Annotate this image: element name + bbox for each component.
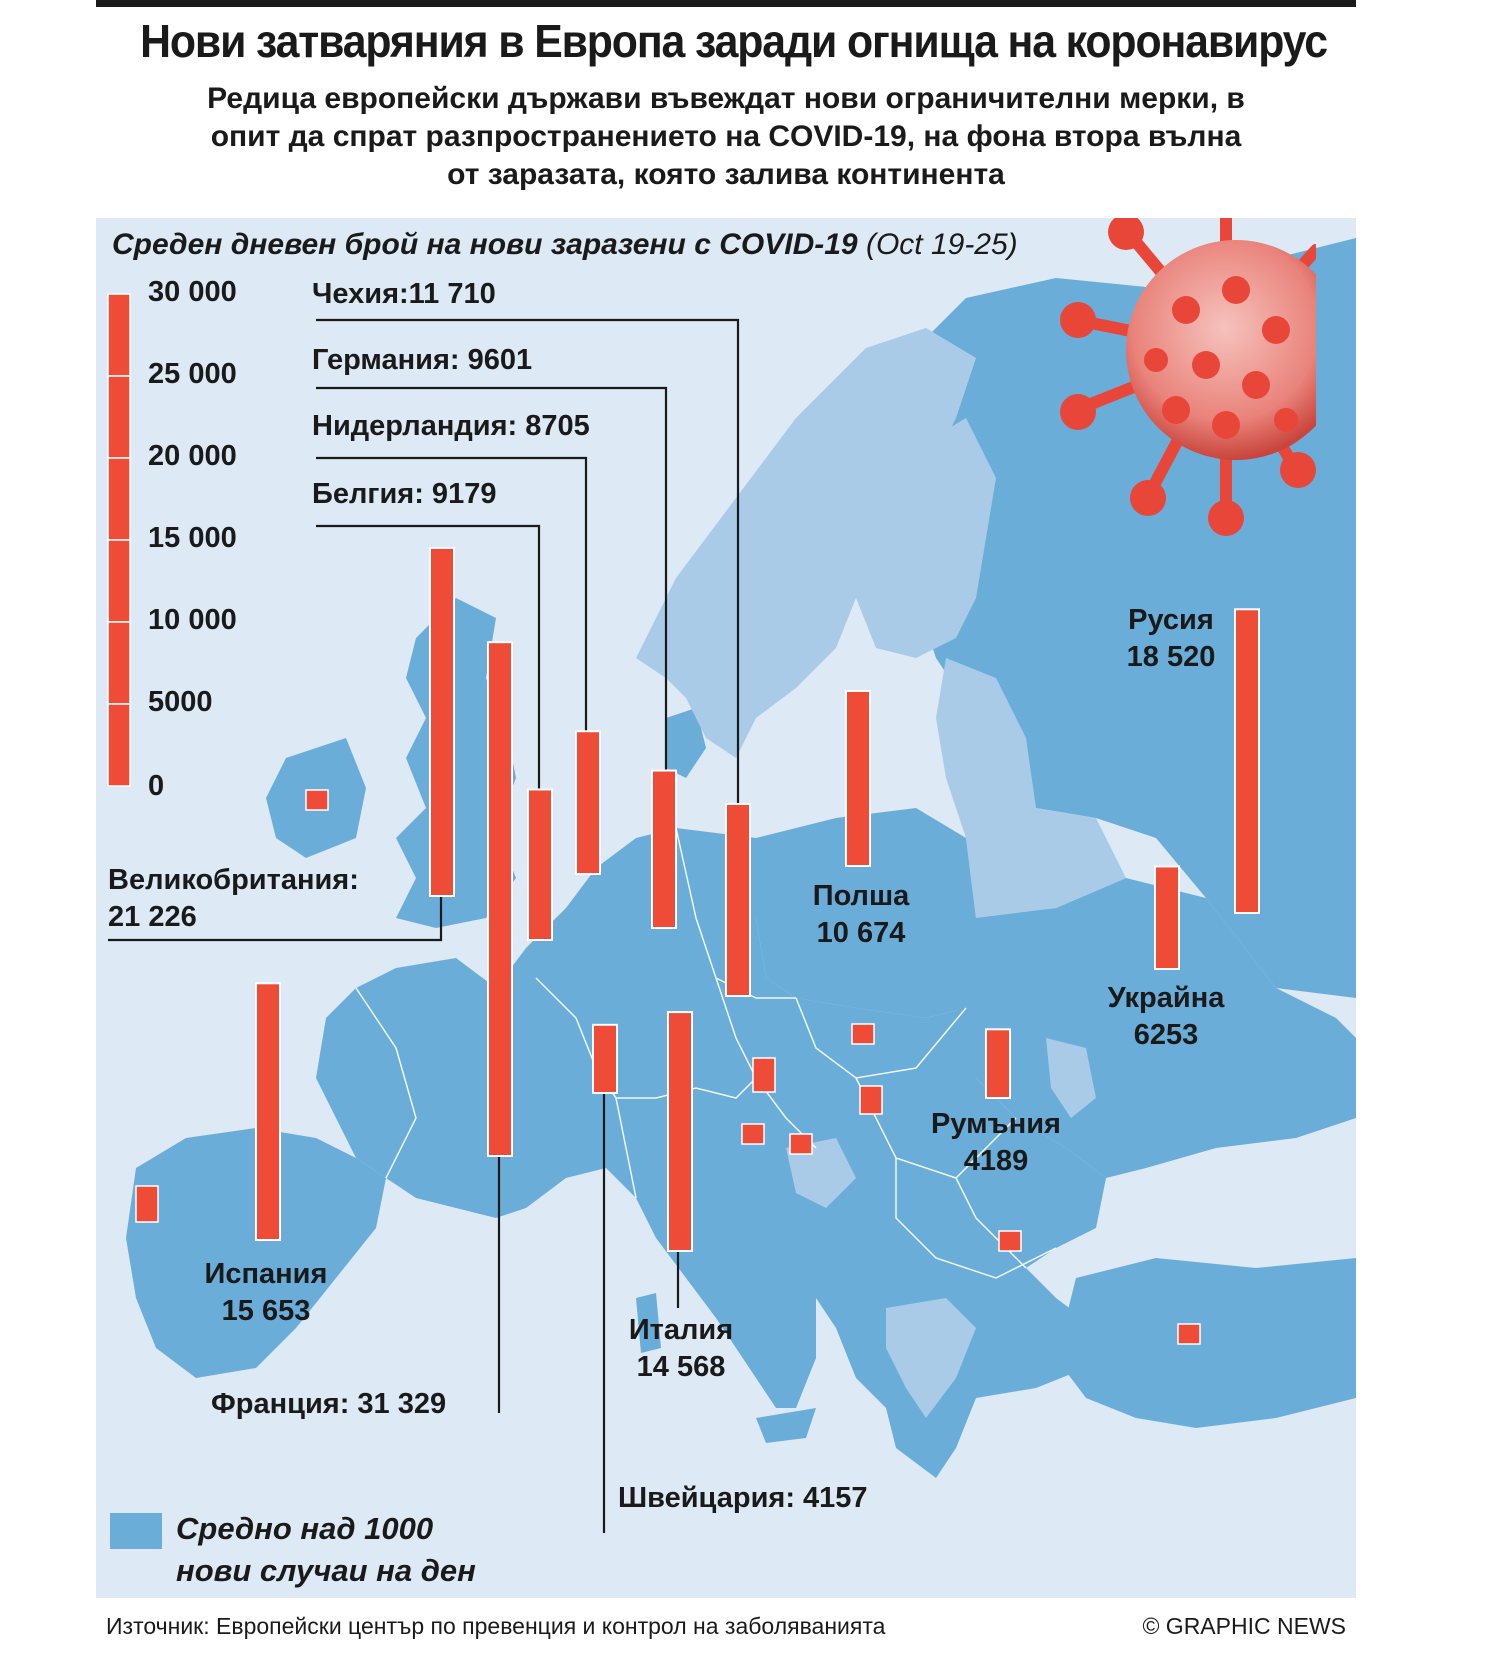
label-russia	[1071, 602, 1271, 676]
marker-slovakia	[852, 1024, 874, 1044]
label-ukraine	[1066, 980, 1266, 1054]
scale-label-0: 0	[148, 770, 165, 802]
label-russia-value: 18 520	[1126, 641, 1216, 673]
marker-turkey	[1178, 1324, 1200, 1344]
label-spain	[166, 1256, 366, 1330]
leader-czech	[316, 320, 738, 803]
marker-ireland	[306, 790, 328, 810]
label-poland-value: 10 674	[816, 917, 906, 949]
marker-austria	[753, 1058, 775, 1092]
label-poland	[761, 878, 961, 952]
label-romania	[896, 1106, 1096, 1180]
section-period: (Oct 19-25)	[865, 228, 1018, 261]
label-czech: Чехия:11 710	[312, 278, 496, 310]
legend-text	[176, 1508, 476, 1592]
label-switzerland: Швейцария: 4157	[618, 1482, 868, 1514]
marker-hungary	[860, 1086, 882, 1114]
subtitle-line-1: Редица европейски държави въвеждат нови ограничителни мерки, в	[207, 82, 1245, 115]
map-panel	[96, 218, 1356, 1598]
bar-poland	[846, 691, 870, 866]
bar-uk	[430, 548, 454, 896]
label-ukraine-name: Украйна	[1107, 982, 1225, 1014]
top-rule	[96, 0, 1356, 7]
label-ukraine-value: 6253	[1133, 1019, 1199, 1051]
subtitle-line-2: опит да спрат разпространението на COVID-19, на фона втора вълна	[210, 120, 1242, 153]
label-uk-value: 21 226	[108, 901, 197, 933]
legend-line-2: нови случаи на ден	[176, 1553, 476, 1588]
marker-portugal	[136, 1186, 158, 1222]
bar-czech	[726, 804, 750, 996]
label-uk	[108, 862, 359, 936]
scale-label-15000: 15 000	[148, 522, 237, 554]
label-italy-name: Италия	[628, 1314, 734, 1346]
label-romania-value: 4189	[963, 1145, 1029, 1177]
scale-label-30000: 30 000	[148, 276, 237, 308]
bar-ukraine	[1155, 866, 1179, 969]
bar-spain	[256, 983, 280, 1240]
marker-slovenia	[742, 1124, 764, 1144]
label-italy	[581, 1312, 781, 1386]
label-romania-name: Румъния	[931, 1108, 1061, 1140]
label-russia-name: Русия	[1128, 604, 1214, 636]
credit: © GRAPHIC NEWS	[1142, 1613, 1346, 1639]
page-subtitle	[96, 80, 1356, 194]
bar-italy	[668, 1012, 692, 1251]
legend-swatch	[110, 1513, 162, 1549]
label-spain-value: 15 653	[221, 1295, 311, 1327]
bar-germany	[652, 771, 676, 928]
scale-label-10000: 10 000	[148, 604, 237, 636]
scale-label-25000: 25 000	[148, 358, 237, 390]
section-title-text: Среден дневен брой на нови заразени с COVID-19	[112, 228, 858, 261]
bar-france	[488, 642, 512, 1156]
legend-line-1: Средно над 1000	[176, 1511, 434, 1546]
bar-belgium	[528, 789, 552, 940]
subtitle-line-3: от заразата, която залива континента	[447, 158, 1005, 191]
label-france: Франция: 31 329	[211, 1388, 447, 1420]
label-spain-name: Испания	[204, 1258, 328, 1290]
label-poland-name: Полша	[812, 880, 910, 912]
label-belgium: Белгия: 9179	[312, 478, 497, 510]
bar-romania	[986, 1029, 1010, 1098]
marker-bulgaria	[999, 1231, 1021, 1251]
label-uk-name: Великобритания:	[108, 864, 359, 896]
footer	[96, 1605, 1356, 1655]
bar-switzerland	[593, 1025, 617, 1093]
page-title: Нови затваряния в Европа заради огнища на коронавирус	[140, 15, 1327, 67]
label-germany: Германия: 9601	[312, 344, 533, 376]
source-note: Източник: Европейски център по превенция и контрол на заболяванията	[106, 1613, 886, 1639]
scale-label-20000: 20 000	[148, 440, 237, 472]
label-italy-value: 14 568	[636, 1351, 726, 1383]
scale-label-5000: 5000	[148, 686, 213, 718]
marker-croatia	[790, 1134, 812, 1154]
bar-netherlands	[576, 731, 600, 874]
label-netherlands: Нидерландия: 8705	[312, 410, 590, 442]
